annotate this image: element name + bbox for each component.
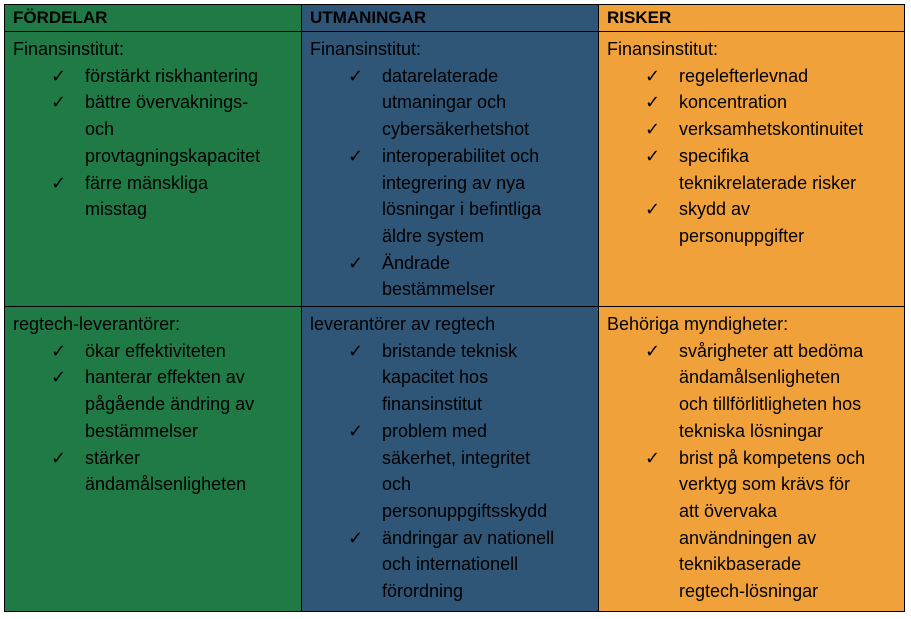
list-item-line: problem med xyxy=(382,420,488,441)
list-item-line: tekniska lösningar xyxy=(679,420,824,441)
list-item xyxy=(348,525,592,605)
list-item-line: cybersäkerhetshot xyxy=(382,119,530,140)
header-utmaningar: UTMANINGAR xyxy=(301,4,599,32)
checkmark-icon: ✓ xyxy=(348,65,364,86)
cell-risker-myndigheter xyxy=(598,306,905,612)
header-fordelar: FÖRDELAR xyxy=(4,4,302,32)
list-item-line: förordning xyxy=(382,581,464,602)
cell-fordelar-finansinstitut xyxy=(4,31,302,307)
list-item xyxy=(348,143,592,250)
cell-intro: Finansinstitut: xyxy=(310,39,422,59)
list-item-line: ändamålsenligheten xyxy=(679,367,841,388)
list-item-line: regelefterlevnad xyxy=(679,65,809,86)
list-item xyxy=(51,364,295,444)
list-item xyxy=(51,170,295,223)
list-item-line: kapacitet hos xyxy=(382,367,489,388)
list-item-line: bättre övervaknings- xyxy=(85,92,249,113)
list-item xyxy=(348,338,592,418)
list-item-line: finansinstitut xyxy=(382,394,483,415)
list-item xyxy=(51,63,295,90)
list-item-line: koncentration xyxy=(679,92,788,113)
checkmark-icon: ✓ xyxy=(348,420,364,441)
list-item-line: specifika xyxy=(679,145,750,166)
cell-intro: Finansinstitut: xyxy=(607,39,719,59)
list-item-line: misstag xyxy=(85,199,148,220)
list-item-line: personuppgiftsskydd xyxy=(382,500,548,521)
checkmark-icon: ✓ xyxy=(51,65,67,86)
list-item xyxy=(348,63,592,143)
list-item-line: och xyxy=(85,119,115,140)
header-risker: RISKER xyxy=(598,4,905,32)
list-item-line: säkerhet, integritet xyxy=(382,447,531,468)
list-item-line: ändamålsenligheten xyxy=(85,474,247,495)
list-item-line: färre mänskliga xyxy=(85,172,209,193)
checkmark-icon: ✓ xyxy=(645,92,661,113)
list-item-line: och tillförlitligheten hos xyxy=(679,394,862,415)
item-list xyxy=(310,63,592,303)
list-item xyxy=(51,445,295,498)
cell-utmaningar-finansinstitut xyxy=(301,31,599,307)
cell-risker-finansinstitut xyxy=(598,31,905,307)
list-item xyxy=(645,116,898,143)
comparison-table xyxy=(5,5,905,612)
item-list xyxy=(607,63,898,250)
list-item-line: förstärkt riskhantering xyxy=(85,65,259,86)
item-list xyxy=(310,338,592,605)
list-item-line: brist på kompetens och xyxy=(679,447,866,468)
list-item-line: verktyg som krävs för xyxy=(679,474,851,495)
checkmark-icon: ✓ xyxy=(348,252,364,273)
checkmark-icon: ✓ xyxy=(51,92,67,113)
checkmark-icon: ✓ xyxy=(348,340,364,361)
list-item xyxy=(348,250,592,303)
list-item xyxy=(645,63,898,90)
list-item xyxy=(645,143,898,196)
list-item-line: datarelaterade xyxy=(382,65,499,86)
list-item-line: integrering av nya xyxy=(382,172,526,193)
list-item-line: bestämmelser xyxy=(382,279,496,300)
list-item-line: stärker xyxy=(85,447,141,468)
list-item-line: lösningar i befintliga xyxy=(382,199,542,220)
list-item-line: skydd av xyxy=(679,199,751,220)
list-item xyxy=(645,89,898,116)
cell-intro: Finansinstitut: xyxy=(13,39,125,59)
list-item-line: bristande teknisk xyxy=(382,340,518,361)
item-list xyxy=(607,338,898,605)
cell-fordelar-regtech xyxy=(4,306,302,612)
checkmark-icon: ✓ xyxy=(645,447,661,468)
checkmark-icon: ✓ xyxy=(645,199,661,220)
list-item-line: svårigheter att bedöma xyxy=(679,340,864,361)
checkmark-icon: ✓ xyxy=(348,145,364,166)
cell-intro: regtech-leverantörer: xyxy=(13,314,181,334)
list-item-line: personuppgifter xyxy=(679,225,805,246)
list-item xyxy=(645,445,898,605)
list-item xyxy=(51,89,295,169)
item-list xyxy=(13,63,295,223)
checkmark-icon: ✓ xyxy=(645,145,661,166)
checkmark-icon: ✓ xyxy=(51,367,67,388)
list-item-line: Ändrade xyxy=(382,252,451,273)
list-item-line: användningen av xyxy=(679,527,817,548)
checkmark-icon: ✓ xyxy=(348,527,364,548)
list-item xyxy=(51,338,295,365)
list-item-line: och internationell xyxy=(382,554,519,575)
list-item xyxy=(645,196,898,249)
checkmark-icon: ✓ xyxy=(51,447,67,468)
list-item-line: utmaningar och xyxy=(382,92,507,113)
list-item-line: verksamhetskontinuitet xyxy=(679,119,864,140)
list-item-line: hanterar effekten av xyxy=(85,367,245,388)
cell-intro: Behöriga myndigheter: xyxy=(607,314,789,334)
checkmark-icon: ✓ xyxy=(645,119,661,140)
checkmark-icon: ✓ xyxy=(51,340,67,361)
list-item-line: äldre system xyxy=(382,225,485,246)
cell-intro: leverantörer av regtech xyxy=(310,314,496,334)
list-item-line: bestämmelser xyxy=(85,420,199,441)
list-item-line: att övervaka xyxy=(679,500,778,521)
list-item xyxy=(645,338,898,445)
list-item-line: teknikbaserade xyxy=(679,554,802,575)
list-item-line: ändringar av nationell xyxy=(382,527,555,548)
list-item-line: pågående ändring av xyxy=(85,394,255,415)
list-item-line: interoperabilitet och xyxy=(382,145,540,166)
list-item-line: ökar effektiviteten xyxy=(85,340,226,361)
item-list xyxy=(13,338,295,498)
cell-utmaningar-regtech xyxy=(301,306,599,612)
list-item-line: provtagningskapacitet xyxy=(85,145,261,166)
list-item-line: regtech-lösningar xyxy=(679,581,819,602)
list-item xyxy=(348,418,592,525)
list-item-line: teknikrelaterade risker xyxy=(679,172,857,193)
list-item-line: och xyxy=(382,474,412,495)
checkmark-icon: ✓ xyxy=(51,172,67,193)
checkmark-icon: ✓ xyxy=(645,340,661,361)
checkmark-icon: ✓ xyxy=(645,65,661,86)
